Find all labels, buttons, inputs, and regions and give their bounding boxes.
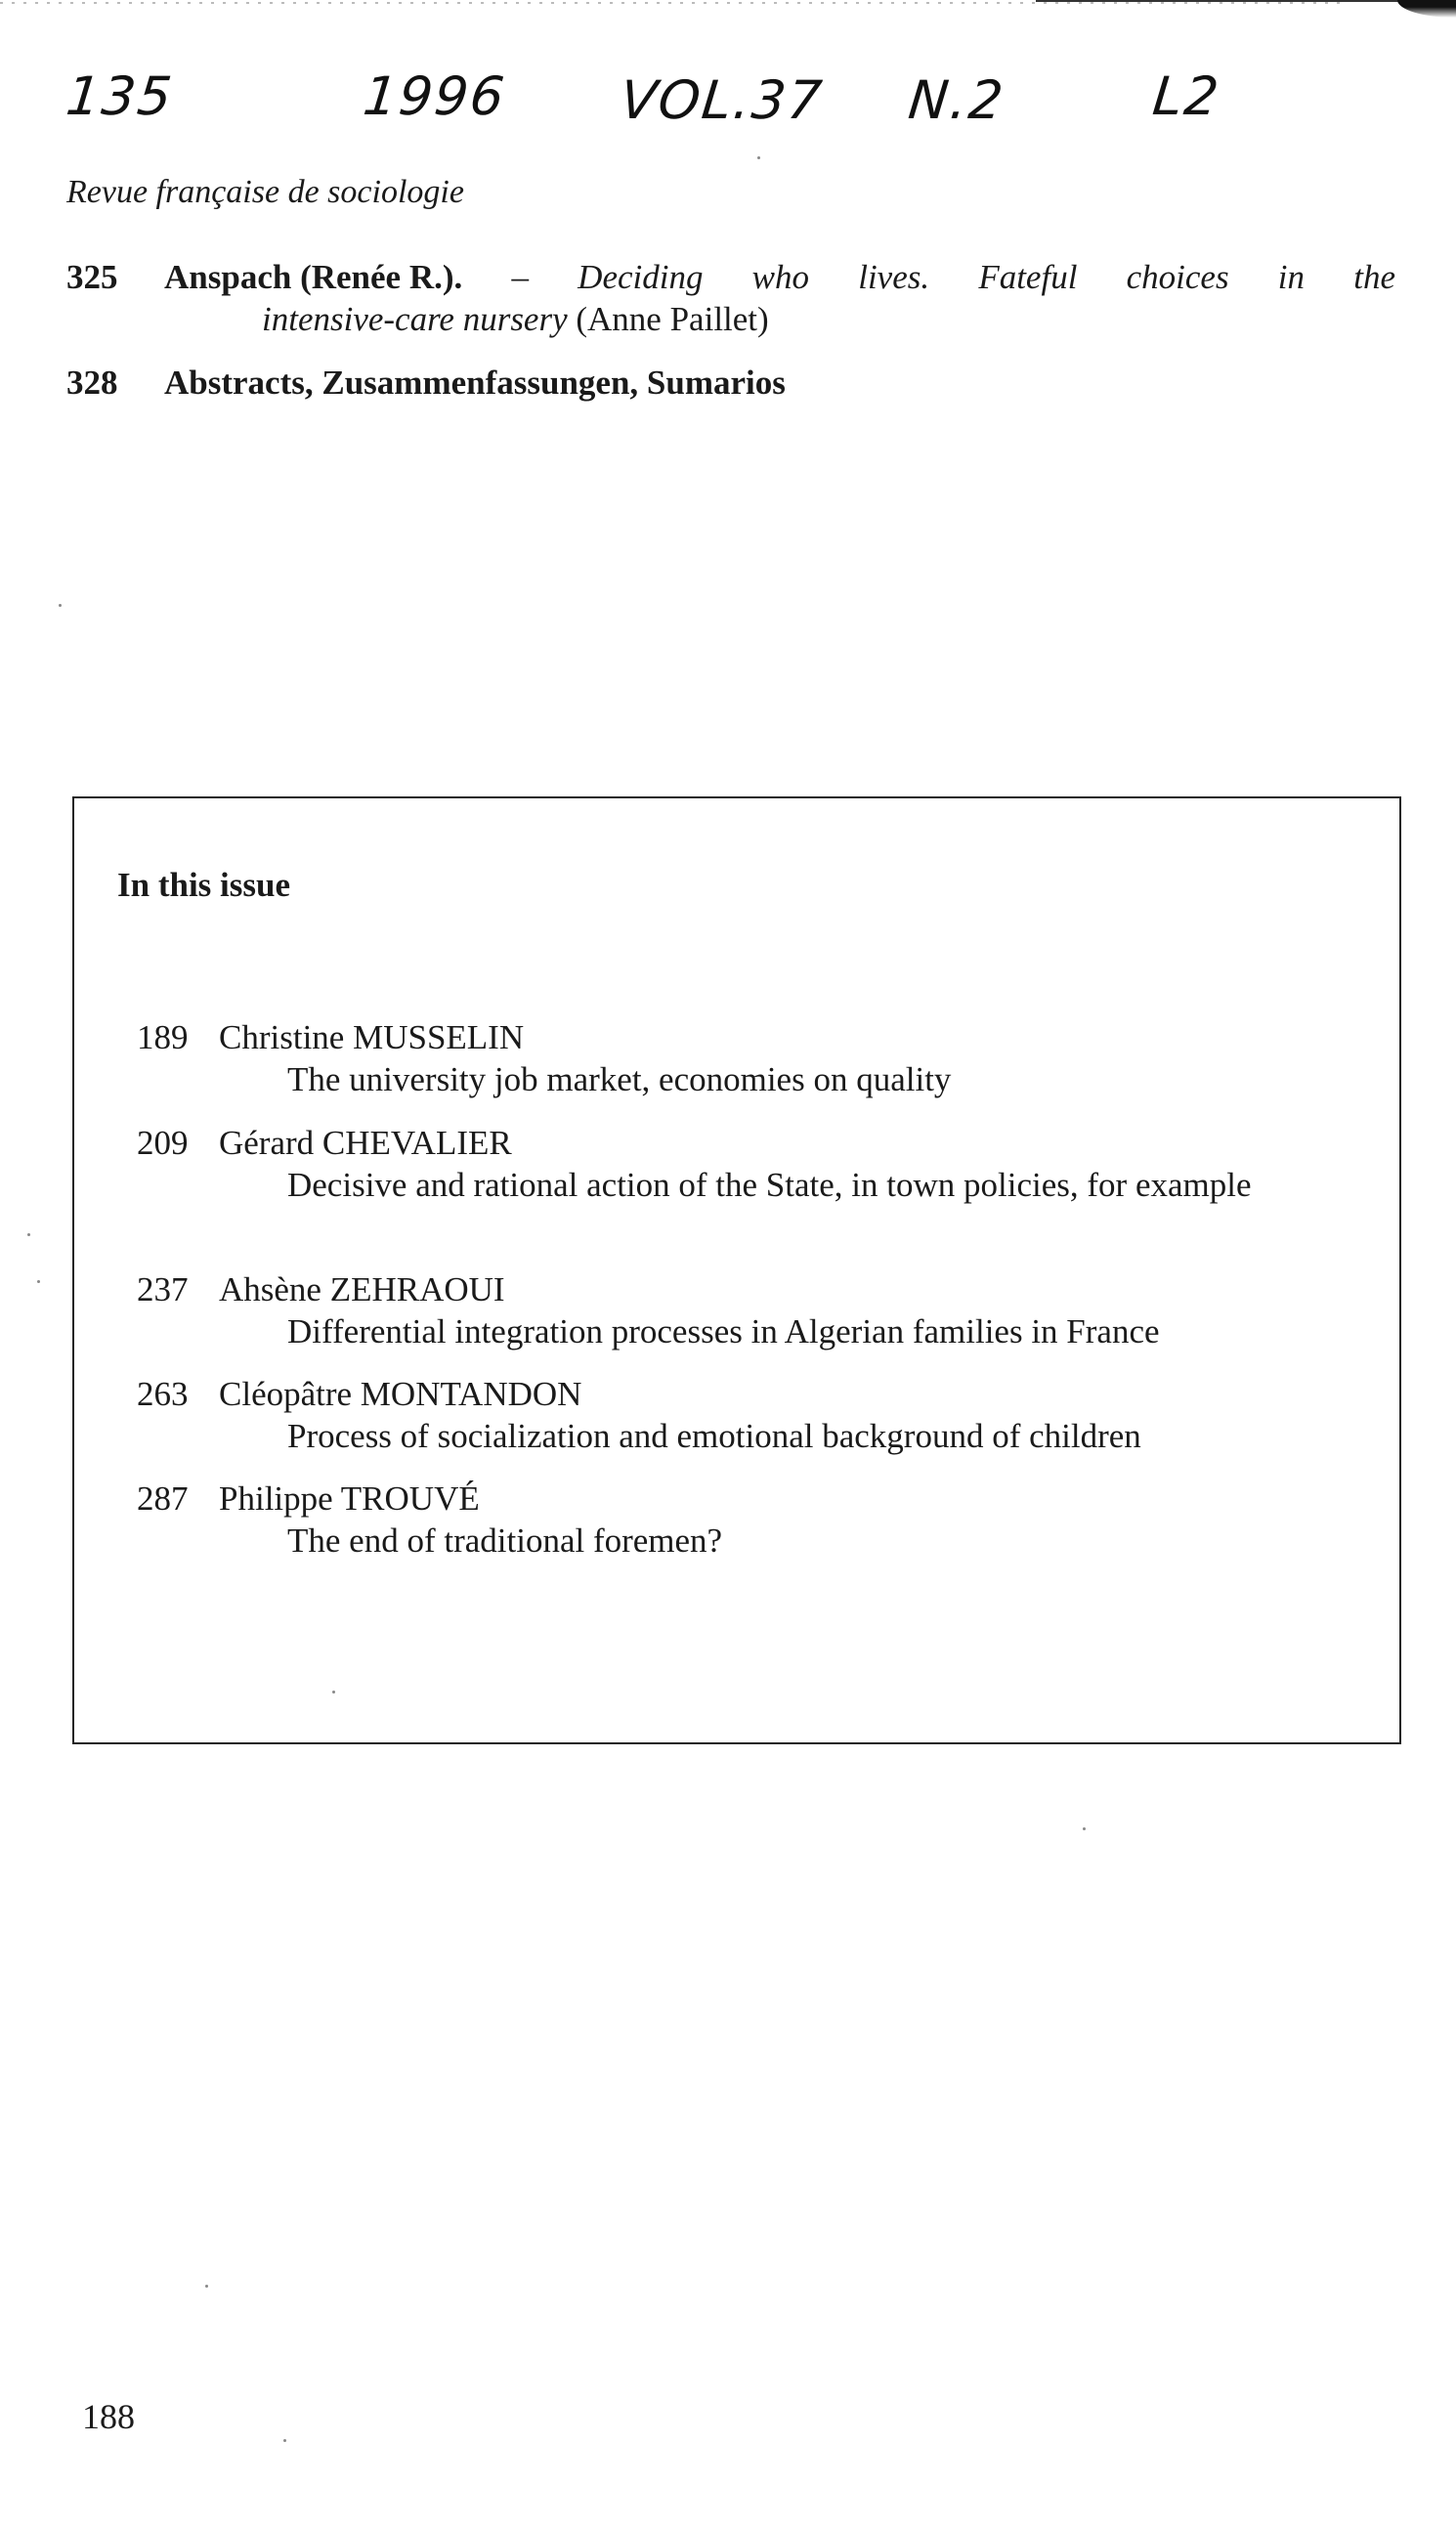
- title-word: the: [1353, 258, 1395, 296]
- scan-edge-artifact: [0, 0, 1456, 6]
- entry-page-number: 325: [66, 258, 118, 296]
- item-author: Philippe TROUVÉ: [219, 1479, 480, 1518]
- scan-speck: [59, 604, 62, 607]
- handwritten-number: 135: [63, 65, 177, 127]
- item-author: Ahsène ZEHRAOUI: [219, 1270, 505, 1308]
- handwritten-year: 1996: [360, 65, 509, 127]
- entry-second-line: [66, 298, 1395, 340]
- title-word: Deciding: [578, 258, 704, 296]
- title-word: in: [1277, 258, 1306, 296]
- item-title: The university job market, economies on quality: [287, 1060, 952, 1098]
- item-title: The end of traditional foremen?: [287, 1522, 723, 1560]
- issue-item: [137, 1016, 1339, 1100]
- scan-speck: [332, 1691, 335, 1693]
- item-title: Process of socialization and emotional background of children: [287, 1417, 1141, 1455]
- scan-corner-shadow: [1397, 0, 1456, 18]
- item-page-number: 287: [137, 1479, 189, 1518]
- item-page-number: 263: [137, 1375, 189, 1413]
- entry-first-line: [66, 256, 1395, 298]
- item-author: Cléopâtre MONTANDON: [219, 1375, 582, 1413]
- scan-speck: [1083, 1827, 1086, 1830]
- item-title: Differential integration processes in Algerian families in France: [287, 1312, 1160, 1350]
- box-title: In this issue: [117, 866, 291, 904]
- entry-text: Abstracts, Zusammenfassungen, Sumarios: [164, 364, 786, 402]
- handwritten-volume: VOL.37: [617, 69, 827, 131]
- entry-reviewer: (Anne Paillet): [576, 300, 769, 338]
- scan-speck: [757, 156, 760, 159]
- item-author: Christine MUSSELIN: [219, 1018, 525, 1056]
- issue-item: [137, 1268, 1339, 1352]
- contents-entry: [66, 362, 1395, 404]
- item-page-number: 209: [137, 1124, 189, 1162]
- title-word: lives.: [858, 258, 930, 296]
- item-page-number: 237: [137, 1270, 189, 1308]
- item-title: Decisive and rational action of the State, in town policies, for example: [287, 1166, 1252, 1204]
- title-word: who: [751, 258, 810, 296]
- entry-title-continued: intensive-care nursery: [262, 300, 568, 338]
- contents-entry: [66, 256, 1395, 340]
- scan-speck: [37, 1280, 40, 1283]
- handwritten-code: L2: [1149, 65, 1223, 127]
- entry-page-number: 328: [66, 364, 118, 402]
- scan-speck: [283, 2439, 286, 2442]
- journal-name: Revue française de sociologie: [66, 174, 464, 210]
- scan-speck: [27, 1233, 30, 1236]
- page-number: 188: [82, 2397, 135, 2436]
- title-word: Fateful: [978, 258, 1078, 296]
- item-author: Gérard CHEVALIER: [219, 1124, 512, 1162]
- issue-item: [137, 1122, 1339, 1206]
- handwritten-issue: N.2: [905, 69, 1008, 131]
- issue-item: [137, 1478, 1339, 1562]
- entry-dash: –: [511, 258, 529, 296]
- item-page-number: 189: [137, 1018, 189, 1056]
- title-word: choices: [1126, 258, 1229, 296]
- entry-author: Anspach (Renée R.).: [164, 258, 463, 296]
- issue-item: [137, 1373, 1339, 1457]
- scan-speck: [205, 2285, 208, 2288]
